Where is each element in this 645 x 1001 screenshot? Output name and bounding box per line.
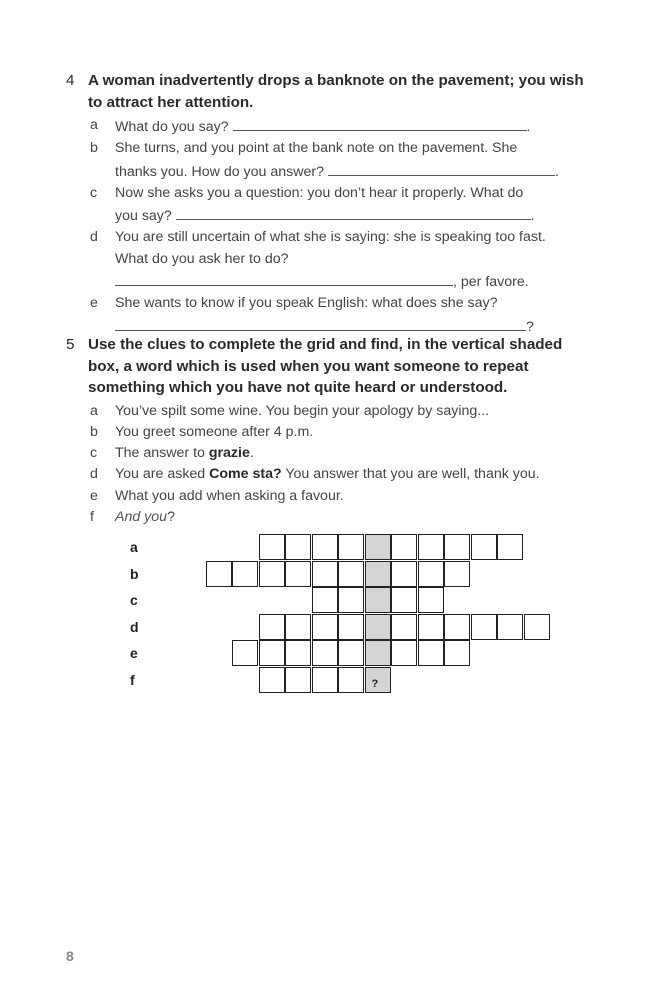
- clue-letter: b: [90, 423, 98, 440]
- clue-a: [66, 401, 586, 422]
- grid-cell[interactable]: [391, 640, 417, 666]
- exercise-heading: [66, 70, 586, 113]
- question-list: [66, 115, 586, 338]
- grid-cell[interactable]: [259, 667, 285, 693]
- answer-blank[interactable]: [233, 115, 527, 131]
- grid-cell[interactable]: [285, 667, 311, 693]
- answer-blank[interactable]: [115, 270, 453, 286]
- punctuation: .: [530, 208, 535, 225]
- exercise-number: 4: [66, 72, 75, 89]
- grid-cell[interactable]: [285, 561, 311, 587]
- punctuation: ?: [526, 318, 534, 335]
- clue-letter: a: [90, 402, 98, 419]
- question-text: What do you ask her to do?: [115, 250, 289, 267]
- grid-cell[interactable]: [259, 640, 285, 666]
- question-mark: ?: [371, 677, 379, 690]
- grid-cell[interactable]: [338, 587, 364, 613]
- clue-text: You greet someone after 4 p.m.: [115, 423, 314, 440]
- grid-cell[interactable]: [259, 614, 285, 640]
- italic-phrase: And you: [115, 508, 168, 525]
- page-number: 8: [66, 948, 74, 964]
- grid-cell[interactable]: [206, 561, 232, 587]
- clue-e: [66, 486, 586, 507]
- question-text: you say?: [115, 208, 172, 225]
- grid-cell[interactable]: [418, 561, 444, 587]
- clue-f: [66, 507, 586, 528]
- grid-cell-shaded[interactable]: [365, 614, 391, 640]
- question-c: [66, 183, 586, 228]
- question-letter: d: [90, 229, 98, 246]
- grid-cell[interactable]: [312, 614, 338, 640]
- grid-cell[interactable]: [338, 614, 364, 640]
- grid-cell[interactable]: [312, 667, 338, 693]
- grid-cell[interactable]: [312, 640, 338, 666]
- grid-cell[interactable]: [418, 614, 444, 640]
- grid-row-label: c: [130, 592, 138, 608]
- grid-cell[interactable]: [232, 561, 258, 587]
- keyword: grazie: [208, 445, 250, 462]
- crossword-grid: [130, 534, 550, 704]
- grid-cell[interactable]: [312, 534, 338, 560]
- clue-c: [66, 443, 586, 464]
- grid-cell[interactable]: [391, 534, 417, 560]
- grid-cell[interactable]: [232, 640, 258, 666]
- answer-blank[interactable]: [115, 315, 526, 331]
- clue-text: The answer to grazie.: [115, 445, 254, 462]
- question-a: [66, 115, 586, 138]
- question-text: thanks you. How do you answer?: [115, 163, 324, 180]
- grid-row-label: e: [130, 645, 138, 661]
- grid-cell[interactable]: [418, 534, 444, 560]
- question-letter: a: [90, 117, 98, 133]
- grid-cell[interactable]: [444, 614, 470, 640]
- grid-cell-shaded[interactable]: [365, 587, 391, 613]
- answer-blank[interactable]: [176, 204, 531, 220]
- grid-row-label: d: [130, 618, 139, 635]
- grid-cell[interactable]: [312, 561, 338, 587]
- answer-blank[interactable]: [328, 160, 555, 176]
- clue-d: [66, 464, 586, 485]
- grid-cell[interactable]: [444, 640, 470, 666]
- clue-text: You are asked Come sta? You answer that you are well, thank you.: [115, 466, 540, 483]
- clue-b: [66, 422, 586, 443]
- grid-cell[interactable]: [338, 667, 364, 693]
- clue-letter: e: [90, 487, 98, 504]
- question-text: What do you say?: [115, 119, 229, 135]
- clue-letter: c: [90, 445, 98, 462]
- punctuation: .: [526, 119, 531, 135]
- clue-letter: f: [90, 508, 94, 525]
- exercise-heading: [66, 334, 586, 399]
- exercise-5: [66, 334, 586, 528]
- grid-cell[interactable]: [497, 534, 523, 560]
- question-letter: c: [90, 184, 98, 201]
- punctuation: .: [554, 163, 559, 180]
- punctuation: , per favore.: [453, 274, 529, 291]
- keyword: Come sta?: [209, 466, 282, 483]
- question-letter: b: [90, 140, 98, 157]
- grid-cell[interactable]: [259, 561, 285, 587]
- grid-cell[interactable]: [391, 587, 417, 613]
- grid-cell[interactable]: [338, 534, 364, 560]
- question-e: [66, 293, 586, 338]
- grid-cell[interactable]: [418, 587, 444, 613]
- grid-cell[interactable]: [471, 534, 497, 560]
- grid-cell[interactable]: [338, 640, 364, 666]
- grid-cell[interactable]: [285, 534, 311, 560]
- grid-row-label: b: [130, 565, 139, 582]
- clue-text: And you?: [115, 508, 175, 525]
- question-text: She turns, and you point at the bank note on the pavement. She: [115, 140, 518, 157]
- clue-list: [66, 401, 586, 529]
- grid-cell[interactable]: [259, 534, 285, 560]
- clue-letter: d: [90, 466, 98, 483]
- question-text: She wants to know if you speak English: what does she say?: [115, 295, 498, 312]
- grid-cell[interactable]: [285, 614, 311, 640]
- question-text: Now she asks you a question: you don’t hear it properly. What do: [115, 184, 524, 201]
- grid-cell[interactable]: [285, 640, 311, 666]
- question-letter: e: [90, 295, 98, 312]
- question-text: You are still uncertain of what she is saying: she is speaking too fast.: [115, 229, 546, 246]
- grid-cell[interactable]: [444, 561, 470, 587]
- grid-cell[interactable]: [524, 614, 550, 640]
- grid-cell[interactable]: [471, 614, 497, 640]
- grid-cell[interactable]: [391, 561, 417, 587]
- grid-row-label: a: [130, 539, 138, 555]
- exercise-instruction: A woman inadvertently drops a banknote on the pavement; you wish to attract her attention.: [88, 72, 584, 111]
- grid-cell[interactable]: [338, 561, 364, 587]
- grid-cell-shaded[interactable]: [365, 534, 391, 560]
- question-d: [66, 227, 586, 293]
- clue-text: What you add when asking a favour.: [115, 487, 344, 504]
- grid-cell-shaded[interactable]: [365, 561, 391, 587]
- grid-cell[interactable]: [418, 640, 444, 666]
- grid-cell[interactable]: [497, 614, 523, 640]
- exercise-number: 5: [66, 336, 75, 353]
- question-b: [66, 138, 586, 183]
- clue-text: You’ve spilt some wine. You begin your apology by saying...: [115, 402, 490, 419]
- grid-cell[interactable]: [312, 587, 338, 613]
- grid-cell[interactable]: [391, 614, 417, 640]
- grid-cell[interactable]: [444, 534, 470, 560]
- grid-cell-shaded[interactable]: [365, 640, 391, 666]
- grid-row-label: f: [130, 671, 135, 688]
- exercise-4: [66, 70, 586, 338]
- exercise-instruction: Use the clues to complete the grid and find, in the vertical shaded box, a word which is used when you want someone to repeat something which you have not quite heard or understood.: [88, 336, 563, 396]
